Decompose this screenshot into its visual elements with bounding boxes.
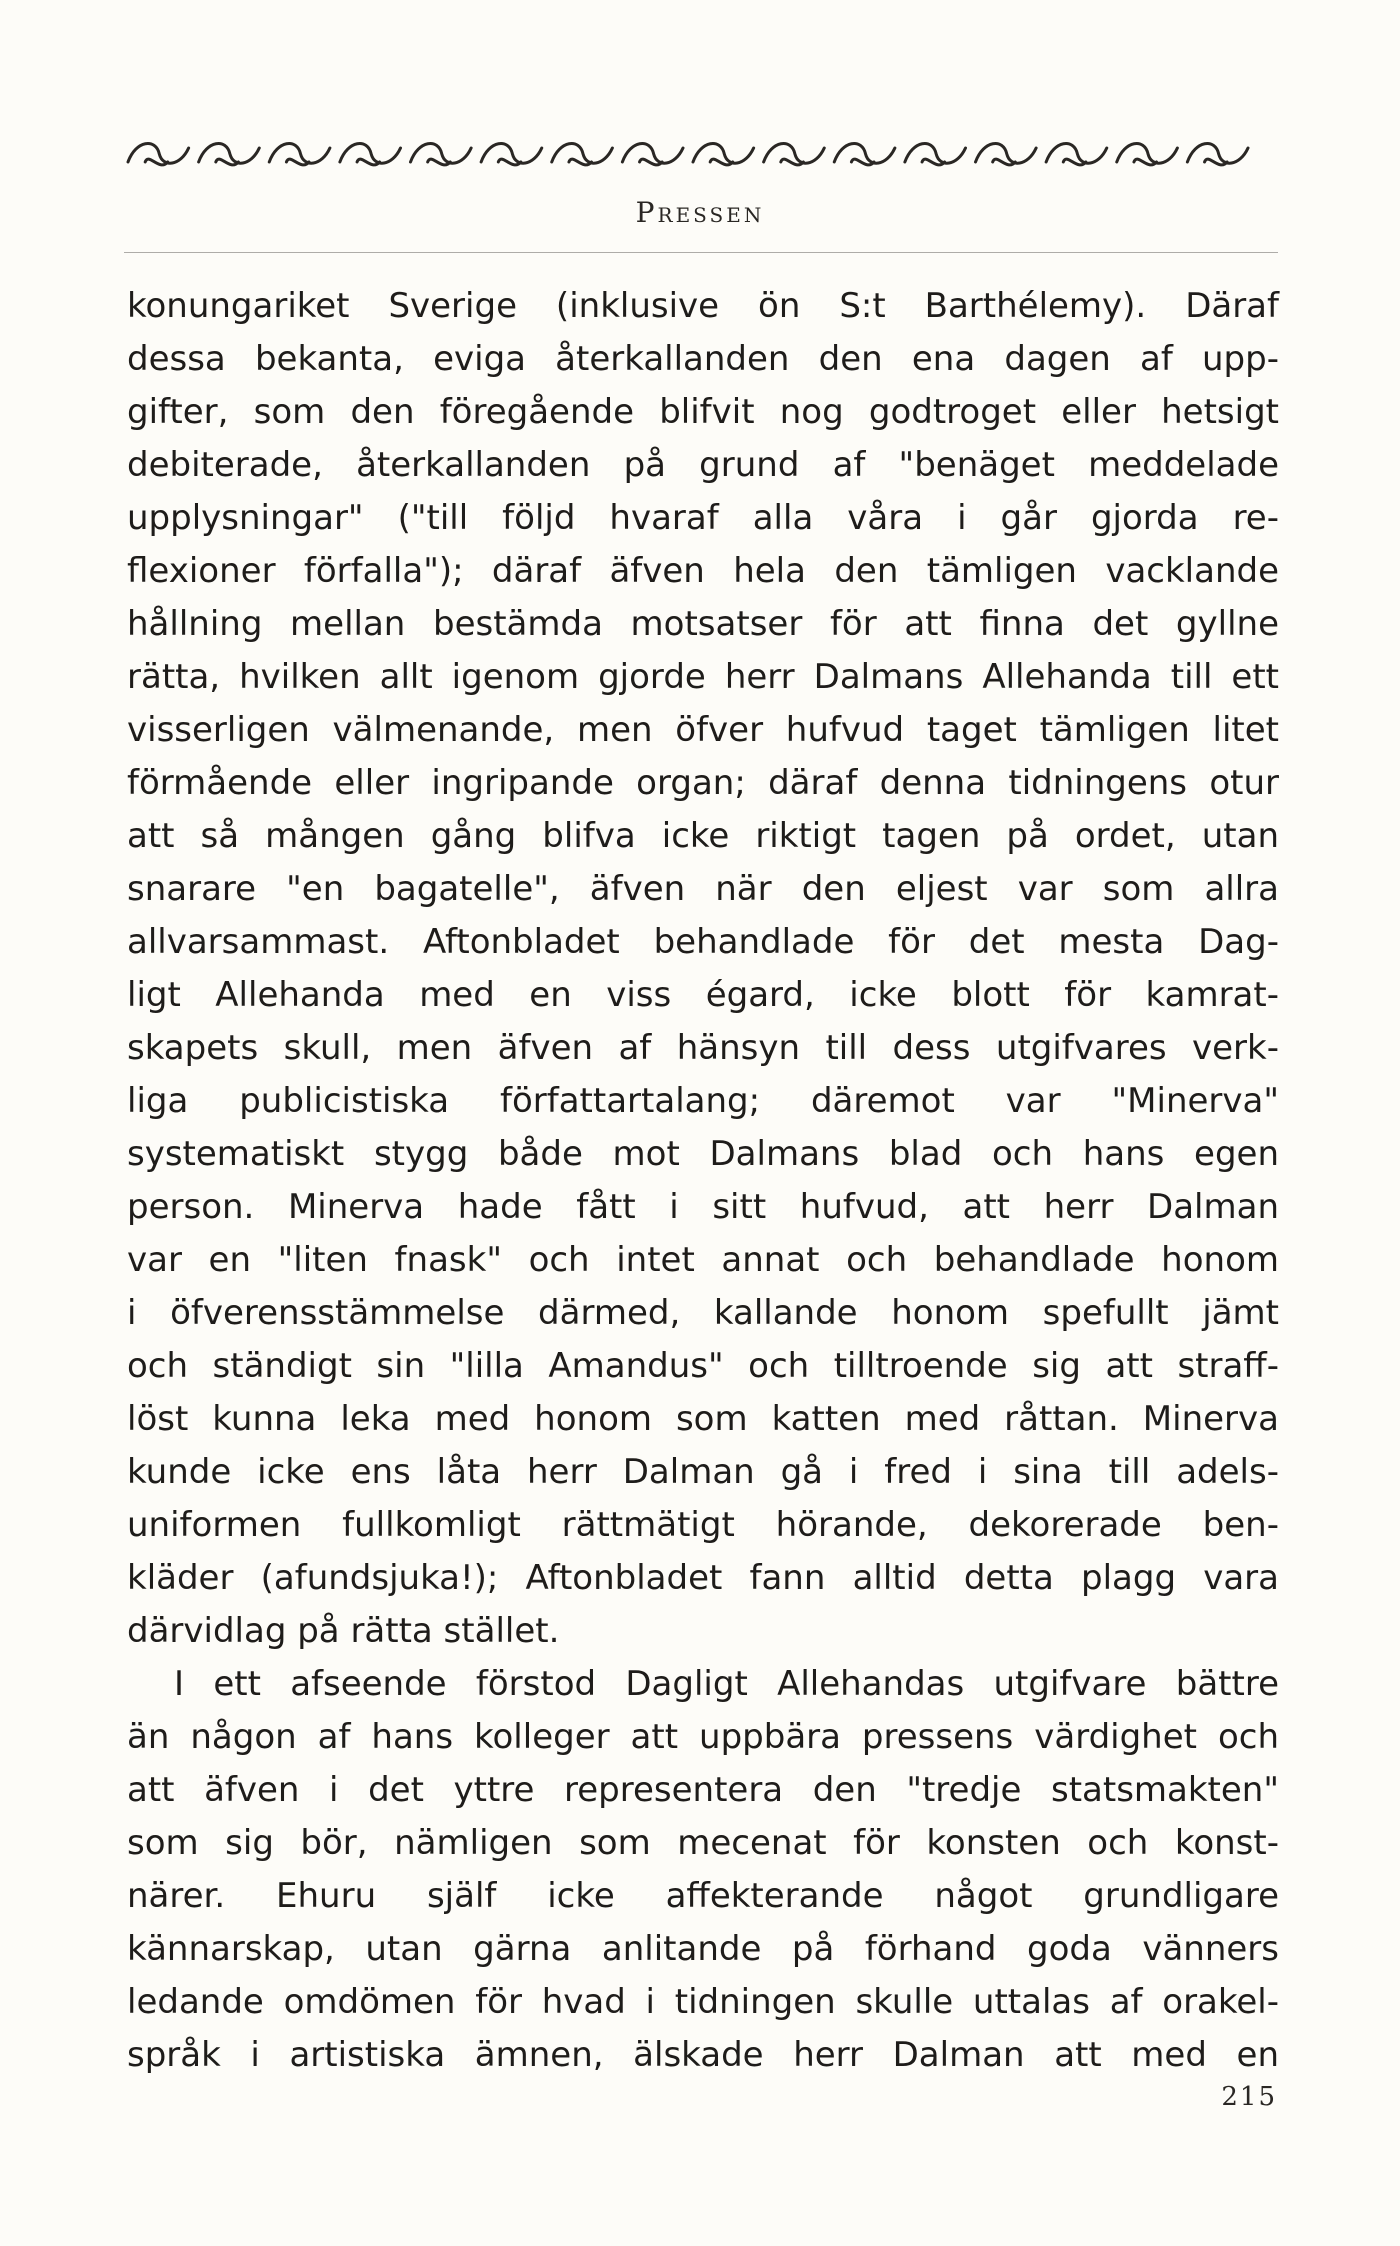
text-line: och ständigt sin "lilla Amandus" och tilltroende sig att straff- — [127, 1346, 1279, 1386]
page-number: 215 — [1221, 2082, 1277, 2112]
ornament-curl — [1117, 144, 1178, 165]
paragraph-start-line: I ett afseende förstod Dagligt Allehandas utgifvare bättre — [174, 1664, 1279, 1704]
text-line: hållning mellan bestämda motsatser för att finna det gyllne — [127, 604, 1279, 644]
text-line: upplysningar" ("till följd hvaraf alla våra i går gjorda re- — [127, 498, 1279, 538]
text-line: närer. Ehuru själf icke affekterande något grundligare — [127, 1876, 1279, 1916]
text-line: uniformen fullkomligt rättmätigt hörande, dekorerade ben- — [127, 1505, 1279, 1545]
running-head: Pressen — [635, 196, 765, 229]
text-line: dessa bekanta, eviga återkallanden den ena dagen af upp- — [127, 339, 1279, 379]
ornament-curl — [693, 144, 754, 165]
ornament-curl — [976, 144, 1037, 165]
text-line: skapets skull, men äfven af hänsyn till dess utgifvares verk- — [127, 1028, 1279, 1068]
text-line: person. Minerva hade fått i sitt hufvud, att herr Dalman — [127, 1187, 1279, 1227]
body-text — [127, 280, 1279, 2082]
text-line: gifter, som den föregående blifvit nog godtroget eller hetsigt — [127, 392, 1279, 432]
text-line: snarare "en bagatelle", äfven när den eljest var som allra — [127, 869, 1279, 909]
text-line: kännarskap, utan gärna anlitande på förhand goda vänners — [127, 1929, 1279, 1969]
paragraph-end-line: därvidlag på rätta stället. — [127, 1611, 560, 1651]
text-line: konungariket Sverige (inklusive ön S:t Barthélemy). Däraf — [127, 286, 1279, 326]
ornament-curl — [1046, 144, 1107, 165]
text-line: var en "liten fnask" och intet annat och behandlade honom — [127, 1240, 1279, 1280]
text-line: som sig bör, nämligen som mecenat för konsten och konst- — [127, 1823, 1279, 1863]
text-line: flexioner förfalla"); däraf äfven hela den tämligen vacklande — [127, 551, 1279, 591]
ornament-curl — [340, 144, 401, 165]
ornament-curl — [764, 144, 825, 165]
text-line: förmående eller ingripande organ; däraf denna tidningens otur — [127, 763, 1279, 803]
text-line: visserligen välmenande, men öfver hufvud taget tämligen litet — [127, 710, 1279, 750]
ornament-curl — [481, 144, 542, 165]
ornament-curl — [269, 144, 330, 165]
text-line: löst kunna leka med honom som katten med råttan. Minerva — [127, 1399, 1279, 1439]
text-line: ligt Allehanda med en viss égard, icke blott för kamrat- — [127, 975, 1279, 1015]
ornament-curl — [199, 144, 260, 165]
text-line: systematiskt stygg både mot Dalmans blad och hans egen — [127, 1134, 1279, 1174]
text-line: allvarsammast. Aftonbladet behandlade för det mesta Dag- — [127, 922, 1279, 962]
header-rule — [124, 252, 1278, 253]
text-line: ledande omdömen för hvad i tidningen skulle uttalas af orakel- — [127, 1982, 1279, 2022]
text-line: liga publicistiska författartalang; däremot var "Minerva" — [127, 1081, 1279, 1121]
ornament-curl — [834, 144, 895, 165]
text-line: i öfverensstämmelse därmed, kallande honom spefullt jämt — [127, 1293, 1279, 1333]
text-line: att äfven i det yttre representera den "tredje statsmakten" — [127, 1770, 1279, 1810]
text-line: språk i artistiska ämnen, älskade herr Dalman att med en — [127, 2035, 1279, 2075]
ornament-curl — [905, 144, 966, 165]
text-line: att så mången gång blifva icke riktigt tagen på ordet, utan — [127, 816, 1279, 856]
text-line: rätta, hvilken allt igenom gjorde herr Dalmans Allehanda till ett — [127, 657, 1279, 697]
text-line: debiterade, återkallanden på grund af "benäget meddelade — [127, 445, 1279, 485]
ornament-curl — [622, 144, 683, 165]
text-line: kläder (afundsjuka!); Aftonbladet fann alltid detta plagg vara — [127, 1558, 1279, 1598]
text-line: än någon af hans kolleger att uppbära pressens värdighet och — [127, 1717, 1279, 1757]
ornament-curl — [128, 144, 189, 165]
ornament-curl — [411, 144, 472, 165]
text-line: kunde icke ens låta herr Dalman gå i fred i sina till adels- — [127, 1452, 1279, 1492]
scroll-ornament-icon — [124, 132, 1254, 176]
ornament-curl — [1187, 144, 1248, 165]
ornament-curl — [552, 144, 613, 165]
